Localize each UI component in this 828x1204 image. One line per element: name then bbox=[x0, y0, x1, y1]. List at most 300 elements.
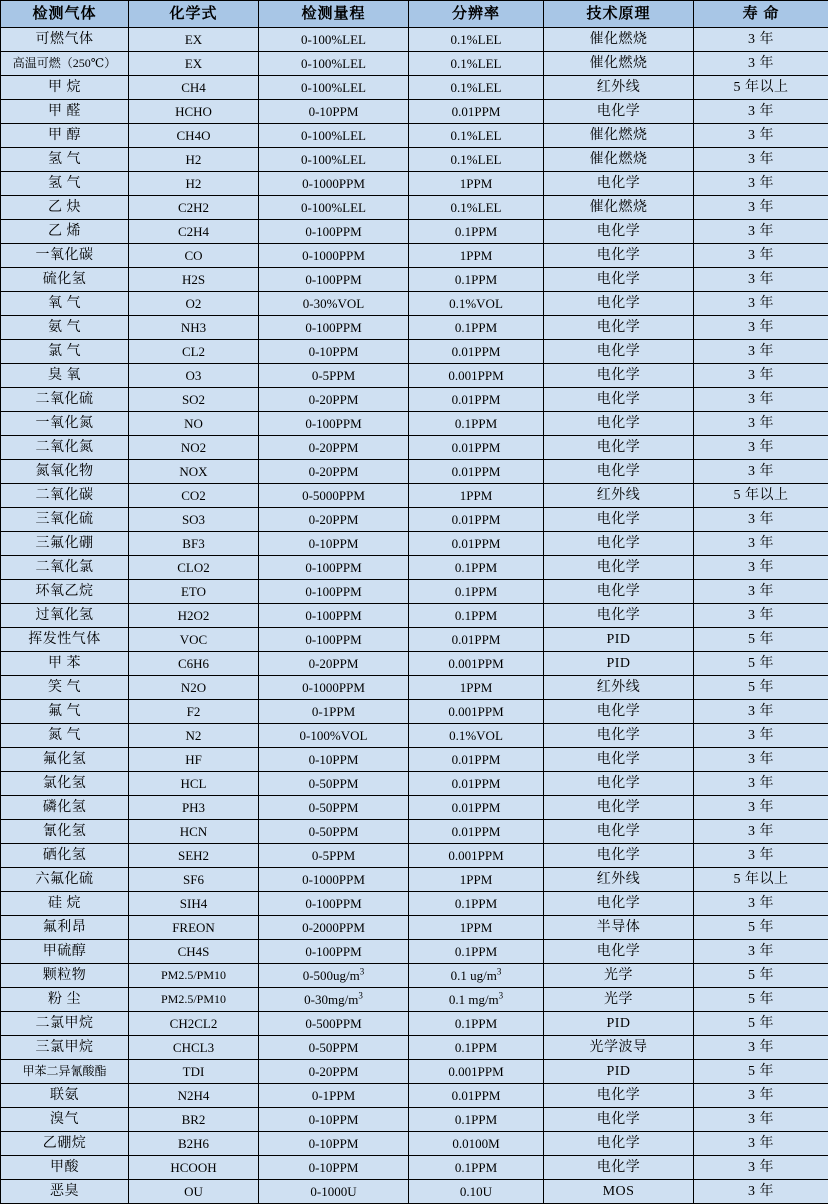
cell-chemical-formula: HCHO bbox=[129, 100, 259, 124]
table-row bbox=[1, 1108, 828, 1132]
cell-detection-range: 0-100%LEL bbox=[259, 76, 409, 100]
table-row bbox=[1, 844, 828, 868]
table-row bbox=[1, 1060, 828, 1084]
cell-resolution: 0.1 $ug/m^3$ bbox=[409, 964, 544, 988]
column-header-lifetime: 寿 命 bbox=[694, 1, 828, 28]
cell-lifetime: 3 年 bbox=[694, 724, 828, 748]
cell-resolution: 0.01PPM bbox=[409, 100, 544, 124]
table-row bbox=[1, 964, 828, 988]
cell-technical-principle: 电化学 bbox=[544, 220, 694, 244]
table-row bbox=[1, 220, 828, 244]
cell-lifetime: 3 年 bbox=[694, 1084, 828, 1108]
table-row bbox=[1, 1180, 828, 1204]
cell-technical-principle: 电化学 bbox=[544, 1132, 694, 1156]
cell-chemical-formula: CO bbox=[129, 244, 259, 268]
cell-resolution: 0.01PPM bbox=[409, 460, 544, 484]
cell-lifetime: 3 年 bbox=[694, 52, 828, 76]
cell-resolution: 0.01PPM bbox=[409, 1084, 544, 1108]
cell-chemical-formula: HF bbox=[129, 748, 259, 772]
cell-chemical-formula: CL2 bbox=[129, 340, 259, 364]
cell-technical-principle: 电化学 bbox=[544, 532, 694, 556]
cell-technical-principle: MOS bbox=[544, 1180, 694, 1204]
cell-technical-principle: 红外线 bbox=[544, 76, 694, 100]
table-row bbox=[1, 172, 828, 196]
cell-gas-name: 氧 气 bbox=[1, 292, 129, 316]
cell-chemical-formula: N2 bbox=[129, 724, 259, 748]
cell-lifetime: 3 年 bbox=[694, 196, 828, 220]
cell-gas-name: 高温可燃（250℃） bbox=[1, 52, 129, 76]
cell-gas-name: 氯化氢 bbox=[1, 772, 129, 796]
table-row bbox=[1, 868, 828, 892]
cell-chemical-formula: B2H6 bbox=[129, 1132, 259, 1156]
cell-resolution: 0.001PPM bbox=[409, 700, 544, 724]
cell-detection-range: 0-5PPM bbox=[259, 364, 409, 388]
cell-chemical-formula: H2O2 bbox=[129, 604, 259, 628]
cell-resolution: 0.01PPM bbox=[409, 772, 544, 796]
table-header bbox=[1, 1, 828, 28]
cell-technical-principle: 电化学 bbox=[544, 796, 694, 820]
cell-technical-principle: 电化学 bbox=[544, 772, 694, 796]
table-row bbox=[1, 508, 828, 532]
cell-chemical-formula: HCN bbox=[129, 820, 259, 844]
cell-technical-principle: 电化学 bbox=[544, 364, 694, 388]
cell-resolution: 0.1PPM bbox=[409, 220, 544, 244]
cell-gas-name: 氯 气 bbox=[1, 340, 129, 364]
cell-technical-principle: 催化燃烧 bbox=[544, 52, 694, 76]
cell-detection-range: 0-1PPM bbox=[259, 1084, 409, 1108]
cell-chemical-formula: ETO bbox=[129, 580, 259, 604]
table-row bbox=[1, 1156, 828, 1180]
table-row bbox=[1, 676, 828, 700]
table-row bbox=[1, 124, 828, 148]
cell-technical-principle: 电化学 bbox=[544, 412, 694, 436]
cell-resolution: 0.1PPM bbox=[409, 604, 544, 628]
cell-resolution: 1PPM bbox=[409, 484, 544, 508]
cell-technical-principle: 电化学 bbox=[544, 820, 694, 844]
cell-technical-principle: 电化学 bbox=[544, 100, 694, 124]
cell-chemical-formula: H2 bbox=[129, 148, 259, 172]
column-header-principle: 技术原理 bbox=[544, 1, 694, 28]
cell-gas-name: 甲酸 bbox=[1, 1156, 129, 1180]
cell-detection-range: 0-100PPM bbox=[259, 628, 409, 652]
cell-gas-name: 二氧化碳 bbox=[1, 484, 129, 508]
cell-lifetime: 3 年 bbox=[694, 100, 828, 124]
cell-technical-principle: 电化学 bbox=[544, 460, 694, 484]
table-row bbox=[1, 316, 828, 340]
cell-detection-range: 0-10PPM bbox=[259, 532, 409, 556]
cell-chemical-formula: NO bbox=[129, 412, 259, 436]
table-row bbox=[1, 100, 828, 124]
cell-lifetime: 3 年 bbox=[694, 556, 828, 580]
cell-detection-range: 0-100PPM bbox=[259, 556, 409, 580]
cell-detection-range: 0-1PPM bbox=[259, 700, 409, 724]
table-row bbox=[1, 652, 828, 676]
cell-chemical-formula: CH4S bbox=[129, 940, 259, 964]
cell-detection-range: 0-100%LEL bbox=[259, 28, 409, 52]
cell-lifetime: 5 年 bbox=[694, 1012, 828, 1036]
cell-resolution: 0.1PPM bbox=[409, 412, 544, 436]
cell-lifetime: 3 年 bbox=[694, 796, 828, 820]
cell-technical-principle: 电化学 bbox=[544, 748, 694, 772]
cell-resolution: 0.1%LEL bbox=[409, 196, 544, 220]
cell-lifetime: 3 年 bbox=[694, 148, 828, 172]
cell-lifetime: 3 年 bbox=[694, 748, 828, 772]
cell-chemical-formula: HCL bbox=[129, 772, 259, 796]
cell-resolution: 1PPM bbox=[409, 172, 544, 196]
cell-resolution: 0.1%LEL bbox=[409, 76, 544, 100]
table-row bbox=[1, 52, 828, 76]
cell-lifetime: 3 年 bbox=[694, 772, 828, 796]
cell-gas-name: 乙硼烷 bbox=[1, 1132, 129, 1156]
table-row bbox=[1, 28, 828, 52]
cell-gas-name: 磷化氢 bbox=[1, 796, 129, 820]
cell-chemical-formula: PH3 bbox=[129, 796, 259, 820]
table-row bbox=[1, 892, 828, 916]
column-header-resolution: 分辨率 bbox=[409, 1, 544, 28]
table-body bbox=[1, 28, 828, 1204]
cell-resolution: 0.01PPM bbox=[409, 820, 544, 844]
cell-resolution: 0.0100M bbox=[409, 1132, 544, 1156]
cell-detection-range: 0-20PPM bbox=[259, 436, 409, 460]
cell-resolution: 0.001PPM bbox=[409, 652, 544, 676]
table-row bbox=[1, 436, 828, 460]
cell-chemical-formula: OU bbox=[129, 1180, 259, 1204]
cell-chemical-formula: N2O bbox=[129, 676, 259, 700]
cell-lifetime: 5 年以上 bbox=[694, 76, 828, 100]
cell-technical-principle: 红外线 bbox=[544, 676, 694, 700]
cell-gas-name: 氟利昂 bbox=[1, 916, 129, 940]
cell-gas-name: 氢 气 bbox=[1, 172, 129, 196]
cell-lifetime: 3 年 bbox=[694, 1036, 828, 1060]
table-row bbox=[1, 700, 828, 724]
cell-lifetime: 5 年 bbox=[694, 916, 828, 940]
cell-chemical-formula: CLO2 bbox=[129, 556, 259, 580]
table-row bbox=[1, 292, 828, 316]
cell-resolution: 0.1%LEL bbox=[409, 28, 544, 52]
cell-gas-name: 二氧化氮 bbox=[1, 436, 129, 460]
cell-lifetime: 3 年 bbox=[694, 604, 828, 628]
cell-chemical-formula: NH3 bbox=[129, 316, 259, 340]
cell-resolution: 0.1PPM bbox=[409, 1108, 544, 1132]
table-row bbox=[1, 484, 828, 508]
cell-detection-range: 0-100%LEL bbox=[259, 52, 409, 76]
table-row bbox=[1, 988, 828, 1012]
cell-gas-name: 三氧化硫 bbox=[1, 508, 129, 532]
column-header-gas: 检测气体 bbox=[1, 1, 129, 28]
cell-resolution: 1PPM bbox=[409, 244, 544, 268]
cell-lifetime: 3 年 bbox=[694, 580, 828, 604]
cell-chemical-formula: CH4O bbox=[129, 124, 259, 148]
cell-chemical-formula: HCOOH bbox=[129, 1156, 259, 1180]
cell-lifetime: 3 年 bbox=[694, 1132, 828, 1156]
cell-lifetime: 5 年以上 bbox=[694, 484, 828, 508]
table-row bbox=[1, 604, 828, 628]
cell-technical-principle: 红外线 bbox=[544, 868, 694, 892]
cell-gas-name: 甲 苯 bbox=[1, 652, 129, 676]
cell-lifetime: 3 年 bbox=[694, 244, 828, 268]
cell-technical-principle: 半导体 bbox=[544, 916, 694, 940]
cell-lifetime: 5 年 bbox=[694, 628, 828, 652]
cell-technical-principle: 催化燃烧 bbox=[544, 196, 694, 220]
cell-lifetime: 3 年 bbox=[694, 508, 828, 532]
cell-resolution: 0.001PPM bbox=[409, 1060, 544, 1084]
cell-lifetime: 3 年 bbox=[694, 1156, 828, 1180]
header-row bbox=[1, 1, 828, 28]
table-row bbox=[1, 1012, 828, 1036]
cell-resolution: 0.10U bbox=[409, 1180, 544, 1204]
cell-technical-principle: 电化学 bbox=[544, 556, 694, 580]
cell-gas-name: 二氧化氯 bbox=[1, 556, 129, 580]
cell-chemical-formula: NO2 bbox=[129, 436, 259, 460]
cell-technical-principle: 电化学 bbox=[544, 268, 694, 292]
cell-chemical-formula: CO2 bbox=[129, 484, 259, 508]
cell-detection-range: 0-100PPM bbox=[259, 892, 409, 916]
cell-technical-principle: 催化燃烧 bbox=[544, 148, 694, 172]
cell-detection-range: 0-100PPM bbox=[259, 940, 409, 964]
cell-detection-range: 0-1000PPM bbox=[259, 244, 409, 268]
cell-gas-name: 三氟化硼 bbox=[1, 532, 129, 556]
cell-detection-range: 0-20PPM bbox=[259, 508, 409, 532]
cell-lifetime: 3 年 bbox=[694, 1108, 828, 1132]
cell-detection-range: 0-50PPM bbox=[259, 772, 409, 796]
cell-detection-range: 0-20PPM bbox=[259, 460, 409, 484]
cell-gas-name: 一氧化碳 bbox=[1, 244, 129, 268]
cell-detection-range: 0-100%LEL bbox=[259, 124, 409, 148]
cell-resolution: 0.1%VOL bbox=[409, 724, 544, 748]
table-row bbox=[1, 244, 828, 268]
table-row bbox=[1, 1132, 828, 1156]
cell-lifetime: 3 年 bbox=[694, 268, 828, 292]
cell-lifetime: 3 年 bbox=[694, 28, 828, 52]
cell-lifetime: 3 年 bbox=[694, 412, 828, 436]
cell-technical-principle: 电化学 bbox=[544, 292, 694, 316]
cell-resolution: 0.1 $mg/m^3$ bbox=[409, 988, 544, 1012]
cell-detection-range: 0-2000PPM bbox=[259, 916, 409, 940]
cell-resolution: 0.1%LEL bbox=[409, 148, 544, 172]
cell-detection-range: 0-100PPM bbox=[259, 412, 409, 436]
cell-chemical-formula: SO2 bbox=[129, 388, 259, 412]
cell-lifetime: 3 年 bbox=[694, 364, 828, 388]
cell-technical-principle: 电化学 bbox=[544, 724, 694, 748]
cell-technical-principle: 电化学 bbox=[544, 244, 694, 268]
cell-gas-name: 过氧化氢 bbox=[1, 604, 129, 628]
cell-detection-range: 0-500PPM bbox=[259, 1012, 409, 1036]
cell-resolution: 0.1PPM bbox=[409, 1012, 544, 1036]
cell-chemical-formula: PM2.5/PM10 bbox=[129, 988, 259, 1012]
cell-lifetime: 3 年 bbox=[694, 460, 828, 484]
cell-chemical-formula: CH2CL2 bbox=[129, 1012, 259, 1036]
cell-technical-principle: 电化学 bbox=[544, 340, 694, 364]
cell-detection-range: 0-10PPM bbox=[259, 1108, 409, 1132]
cell-technical-principle: 电化学 bbox=[544, 580, 694, 604]
table-row bbox=[1, 916, 828, 940]
cell-detection-range: 0-10PPM bbox=[259, 1132, 409, 1156]
cell-chemical-formula: H2S bbox=[129, 268, 259, 292]
cell-resolution: 0.1PPM bbox=[409, 892, 544, 916]
column-header-range: 检测量程 bbox=[259, 1, 409, 28]
cell-resolution: 0.01PPM bbox=[409, 508, 544, 532]
cell-technical-principle: 电化学 bbox=[544, 172, 694, 196]
table-row bbox=[1, 772, 828, 796]
cell-technical-principle: 光学波导 bbox=[544, 1036, 694, 1060]
cell-chemical-formula: NOX bbox=[129, 460, 259, 484]
cell-detection-range: 0-1000PPM bbox=[259, 868, 409, 892]
cell-technical-principle: PID bbox=[544, 1060, 694, 1084]
cell-gas-name: 二氧化硫 bbox=[1, 388, 129, 412]
cell-technical-principle: 电化学 bbox=[544, 1156, 694, 1180]
cell-detection-range: 0-5PPM bbox=[259, 844, 409, 868]
cell-detection-range: 0-50PPM bbox=[259, 796, 409, 820]
cell-chemical-formula: BF3 bbox=[129, 532, 259, 556]
cell-gas-name: 氮氧化物 bbox=[1, 460, 129, 484]
cell-resolution: 1PPM bbox=[409, 676, 544, 700]
cell-detection-range: 0-20PPM bbox=[259, 1060, 409, 1084]
cell-detection-range: 0-20PPM bbox=[259, 652, 409, 676]
cell-gas-name: 一氧化氮 bbox=[1, 412, 129, 436]
cell-detection-range: 0-100%VOL bbox=[259, 724, 409, 748]
cell-detection-range: 0-10PPM bbox=[259, 748, 409, 772]
table-row bbox=[1, 940, 828, 964]
cell-technical-principle: 电化学 bbox=[544, 1084, 694, 1108]
cell-detection-range: 0-100PPM bbox=[259, 220, 409, 244]
cell-gas-name: 硫化氢 bbox=[1, 268, 129, 292]
cell-lifetime: 3 年 bbox=[694, 892, 828, 916]
cell-gas-name: 硅 烷 bbox=[1, 892, 129, 916]
table-row bbox=[1, 628, 828, 652]
cell-lifetime: 5 年 bbox=[694, 676, 828, 700]
table-row bbox=[1, 196, 828, 220]
cell-detection-range: 0-100PPM bbox=[259, 316, 409, 340]
cell-technical-principle: PID bbox=[544, 1012, 694, 1036]
cell-technical-principle: PID bbox=[544, 628, 694, 652]
cell-resolution: 0.01PPM bbox=[409, 532, 544, 556]
cell-detection-range: 0-1000U bbox=[259, 1180, 409, 1204]
cell-technical-principle: 红外线 bbox=[544, 484, 694, 508]
cell-chemical-formula: PM2.5/PM10 bbox=[129, 964, 259, 988]
cell-chemical-formula: C2H4 bbox=[129, 220, 259, 244]
cell-resolution: 0.1%VOL bbox=[409, 292, 544, 316]
cell-lifetime: 3 年 bbox=[694, 292, 828, 316]
cell-detection-range: 0-1000PPM bbox=[259, 172, 409, 196]
cell-chemical-formula: O2 bbox=[129, 292, 259, 316]
cell-lifetime: 5 年 bbox=[694, 1060, 828, 1084]
cell-lifetime: 3 年 bbox=[694, 340, 828, 364]
cell-gas-name: 乙 烯 bbox=[1, 220, 129, 244]
cell-chemical-formula: SIH4 bbox=[129, 892, 259, 916]
cell-chemical-formula: N2H4 bbox=[129, 1084, 259, 1108]
cell-chemical-formula: SO3 bbox=[129, 508, 259, 532]
cell-resolution: 0.01PPM bbox=[409, 796, 544, 820]
cell-resolution: 0.01PPM bbox=[409, 628, 544, 652]
cell-gas-name: 臭 氧 bbox=[1, 364, 129, 388]
column-header-formula: 化学式 bbox=[129, 1, 259, 28]
cell-lifetime: 3 年 bbox=[694, 820, 828, 844]
table-row bbox=[1, 1036, 828, 1060]
table-row bbox=[1, 1084, 828, 1108]
cell-technical-principle: 电化学 bbox=[544, 388, 694, 412]
cell-gas-name: 甲 醇 bbox=[1, 124, 129, 148]
cell-detection-range: 0-50PPM bbox=[259, 820, 409, 844]
cell-technical-principle: 光学 bbox=[544, 988, 694, 1012]
cell-chemical-formula: SEH2 bbox=[129, 844, 259, 868]
cell-technical-principle: 电化学 bbox=[544, 1108, 694, 1132]
cell-detection-range: 0-20PPM bbox=[259, 388, 409, 412]
cell-gas-name: 三氯甲烷 bbox=[1, 1036, 129, 1060]
cell-lifetime: 3 年 bbox=[694, 220, 828, 244]
cell-gas-name: 硒化氢 bbox=[1, 844, 129, 868]
cell-technical-principle: 电化学 bbox=[544, 892, 694, 916]
cell-lifetime: 3 年 bbox=[694, 124, 828, 148]
cell-lifetime: 3 年 bbox=[694, 700, 828, 724]
cell-detection-range: 0-30%VOL bbox=[259, 292, 409, 316]
cell-gas-name: 乙 炔 bbox=[1, 196, 129, 220]
cell-gas-name: 环氧乙烷 bbox=[1, 580, 129, 604]
cell-gas-name: 甲 烷 bbox=[1, 76, 129, 100]
cell-lifetime: 5 年以上 bbox=[694, 868, 828, 892]
cell-gas-name: 挥发性气体 bbox=[1, 628, 129, 652]
cell-resolution: 0.1PPM bbox=[409, 268, 544, 292]
cell-resolution: 1PPM bbox=[409, 868, 544, 892]
cell-detection-range: 0-10PPM bbox=[259, 340, 409, 364]
cell-technical-principle: 催化燃烧 bbox=[544, 124, 694, 148]
table-row bbox=[1, 412, 828, 436]
cell-detection-range: 0-50PPM bbox=[259, 1036, 409, 1060]
cell-resolution: 0.1PPM bbox=[409, 940, 544, 964]
table-row bbox=[1, 796, 828, 820]
cell-lifetime: 3 年 bbox=[694, 172, 828, 196]
cell-resolution: 0.1PPM bbox=[409, 316, 544, 340]
table-row bbox=[1, 820, 828, 844]
cell-technical-principle: 电化学 bbox=[544, 508, 694, 532]
cell-chemical-formula: VOC bbox=[129, 628, 259, 652]
cell-technical-principle: 电化学 bbox=[544, 604, 694, 628]
cell-technical-principle: 电化学 bbox=[544, 316, 694, 340]
cell-gas-name: 氢 气 bbox=[1, 148, 129, 172]
cell-gas-name: 氟 气 bbox=[1, 700, 129, 724]
cell-resolution: 0.1PPM bbox=[409, 1036, 544, 1060]
cell-resolution: 0.1PPM bbox=[409, 556, 544, 580]
cell-technical-principle: 催化燃烧 bbox=[544, 28, 694, 52]
cell-chemical-formula: C2H2 bbox=[129, 196, 259, 220]
cell-lifetime: 5 年 bbox=[694, 988, 828, 1012]
cell-detection-range: 0-10PPM bbox=[259, 1156, 409, 1180]
cell-chemical-formula: EX bbox=[129, 28, 259, 52]
cell-chemical-formula: O3 bbox=[129, 364, 259, 388]
cell-resolution: 0.1PPM bbox=[409, 580, 544, 604]
cell-chemical-formula: FREON bbox=[129, 916, 259, 940]
cell-lifetime: 3 年 bbox=[694, 316, 828, 340]
cell-detection-range: 0-10PPM bbox=[259, 100, 409, 124]
cell-lifetime: 5 年 bbox=[694, 652, 828, 676]
cell-gas-name: 恶臭 bbox=[1, 1180, 129, 1204]
cell-gas-name: 氮 气 bbox=[1, 724, 129, 748]
cell-resolution: 0.1%LEL bbox=[409, 124, 544, 148]
cell-gas-name: 甲苯二异氰酸酯 bbox=[1, 1060, 129, 1084]
cell-gas-name: 溴气 bbox=[1, 1108, 129, 1132]
cell-lifetime: 3 年 bbox=[694, 844, 828, 868]
cell-chemical-formula: EX bbox=[129, 52, 259, 76]
cell-technical-principle: 电化学 bbox=[544, 436, 694, 460]
cell-gas-name: 颗粒物 bbox=[1, 964, 129, 988]
cell-detection-range: 0-5000PPM bbox=[259, 484, 409, 508]
cell-detection-range: 0-100PPM bbox=[259, 580, 409, 604]
table-row bbox=[1, 76, 828, 100]
cell-technical-principle: 电化学 bbox=[544, 940, 694, 964]
cell-gas-name: 氨 气 bbox=[1, 316, 129, 340]
cell-gas-name: 氰化氢 bbox=[1, 820, 129, 844]
cell-technical-principle: 光学 bbox=[544, 964, 694, 988]
cell-chemical-formula: SF6 bbox=[129, 868, 259, 892]
